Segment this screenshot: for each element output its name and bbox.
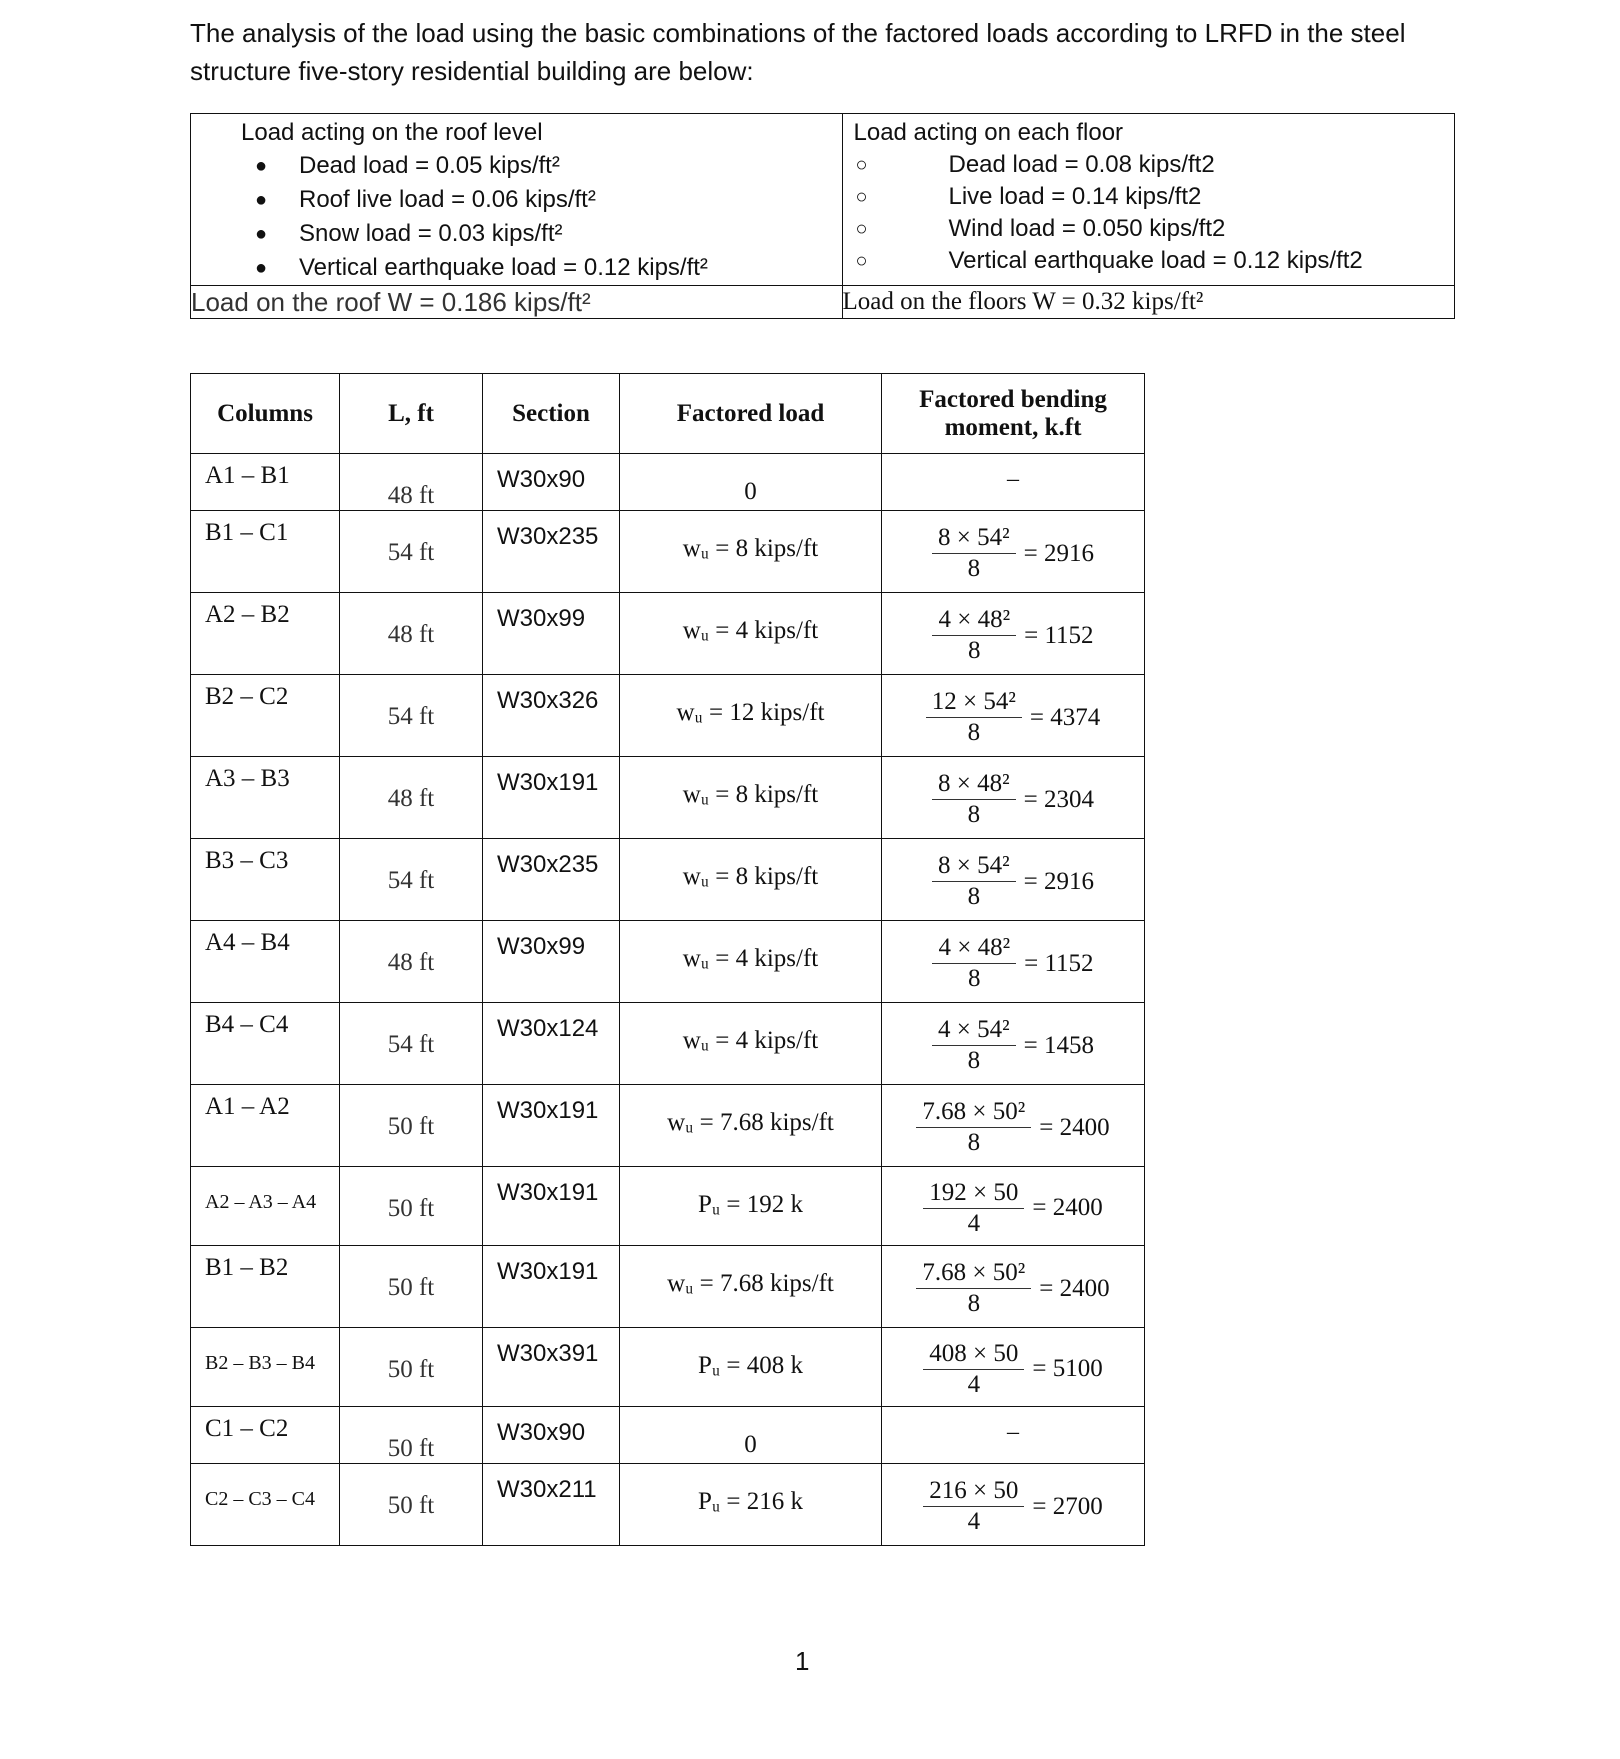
cell-length xyxy=(340,839,483,921)
cell-columns xyxy=(191,1167,340,1246)
factored-load-value: Pᵤ = 216 k xyxy=(698,1488,803,1515)
column-label: C2 – C3 – C4 xyxy=(205,1488,316,1510)
moment-result: = 5100 xyxy=(1032,1355,1103,1382)
fraction-numerator: 7.68 × 50² xyxy=(922,1259,1026,1286)
moment-expression xyxy=(882,1246,1144,1329)
fraction-denominator: 8 xyxy=(967,1047,981,1074)
moment-expression xyxy=(882,675,1144,758)
section-value: W30x211 xyxy=(497,1476,597,1503)
factored-load-value: wᵤ = 8 kips/ft xyxy=(682,781,819,808)
section-value: W30x90 xyxy=(497,466,586,493)
factored-load-value: Pᵤ = 192 k xyxy=(698,1191,803,1218)
bullet-icon: ● xyxy=(255,189,268,211)
cell-factored-moment xyxy=(882,1246,1145,1328)
moment-result: = 2304 xyxy=(1023,785,1094,813)
fraction xyxy=(932,851,1016,912)
factored-load-value: wᵤ = 4 kips/ft xyxy=(682,617,819,644)
cell-length xyxy=(340,1003,483,1085)
section-value: W30x326 xyxy=(497,687,599,714)
section-value: W30x235 xyxy=(497,523,599,550)
cell-section xyxy=(483,593,620,675)
fraction-denominator: 8 xyxy=(968,637,981,664)
cell-columns xyxy=(191,593,340,675)
column-label: B2 – C2 xyxy=(205,683,289,710)
cell-section xyxy=(483,1167,620,1246)
section-value: W30x235 xyxy=(497,851,599,878)
fraction xyxy=(932,1015,1016,1076)
length-value: 48 ft xyxy=(387,785,435,812)
page-number: 1 xyxy=(795,1646,810,1676)
cell-columns xyxy=(191,675,340,757)
length-value: 50 ft xyxy=(387,1492,435,1519)
cell-section xyxy=(483,921,620,1003)
fraction xyxy=(932,769,1016,830)
table-row xyxy=(191,1328,1145,1407)
moment-result: = 2700 xyxy=(1032,1492,1103,1520)
cell-factored-moment xyxy=(882,1328,1145,1407)
cell-columns xyxy=(191,921,340,1003)
cell-factored-moment xyxy=(882,593,1145,675)
length-value: 54 ft xyxy=(387,703,435,730)
length-value: 50 ft xyxy=(387,1274,435,1301)
cell-factored-moment xyxy=(882,1167,1145,1246)
cell-factored-moment xyxy=(882,1085,1145,1167)
floor-load-list xyxy=(843,149,1455,277)
length-value: 48 ft xyxy=(387,949,435,976)
section-value: W30x391 xyxy=(497,1340,599,1367)
list-item: ○ Dead load = 0.08 kips/ft2 xyxy=(843,149,1455,181)
cell-length xyxy=(340,675,483,757)
cell-factored-load xyxy=(620,593,882,675)
cell-length xyxy=(340,1246,483,1328)
fraction-denominator: 4 xyxy=(967,1508,981,1535)
fraction-numerator: 12 × 54² xyxy=(931,688,1016,715)
fraction xyxy=(923,1339,1024,1400)
cell-factored-moment xyxy=(882,675,1145,757)
moment-result: – xyxy=(1007,1419,1019,1445)
cell-factored-moment xyxy=(882,454,1145,511)
moment-expression xyxy=(882,1328,1144,1408)
cell-factored-load xyxy=(620,675,882,757)
fraction xyxy=(932,605,1016,666)
cell-section xyxy=(483,454,620,511)
cell-section xyxy=(483,1407,620,1464)
table-row xyxy=(191,921,1145,1003)
moment-result: – xyxy=(1007,466,1019,492)
roof-load-cell xyxy=(191,114,843,286)
cell-factored-moment xyxy=(882,1003,1145,1085)
fraction-numerator: 8 × 54² xyxy=(938,524,1010,551)
cell-length xyxy=(340,1328,483,1407)
roof-heading: Load acting on the roof level xyxy=(241,119,543,146)
factored-load-value: wᵤ = 4 kips/ft xyxy=(682,945,819,972)
load-table xyxy=(190,113,1455,319)
cell-section xyxy=(483,1003,620,1085)
moment-result: = 2400 xyxy=(1032,1194,1103,1221)
cell-length xyxy=(340,593,483,675)
header-length: L, ft xyxy=(340,374,483,454)
fraction-denominator: 8 xyxy=(967,719,981,746)
length-value: 50 ft xyxy=(387,1195,435,1222)
cell-section xyxy=(483,839,620,921)
list-item: ● Roof live load = 0.06 kips/ft² xyxy=(191,183,842,217)
moment-result: = 2400 xyxy=(1039,1113,1110,1141)
fraction-numerator: 8 × 54² xyxy=(938,852,1010,879)
cell-section xyxy=(483,1464,620,1546)
length-value: 54 ft xyxy=(387,867,435,894)
cell-columns xyxy=(191,511,340,593)
column-label: A1 – B1 xyxy=(205,462,290,489)
cell-factored-load xyxy=(620,839,882,921)
fraction xyxy=(932,523,1016,584)
cell-section xyxy=(483,1246,620,1328)
cell-factored-moment xyxy=(882,1464,1145,1546)
section-value: W30x191 xyxy=(497,1179,599,1206)
cell-length xyxy=(340,1407,483,1464)
bullet-icon: ● xyxy=(255,155,268,177)
cell-factored-moment xyxy=(882,511,1145,593)
list-item: ● Dead load = 0.05 kips/ft² xyxy=(191,149,842,183)
bullet-icon: ● xyxy=(255,257,268,279)
cell-length xyxy=(340,1085,483,1167)
header-factored-load: Factored load xyxy=(620,374,882,454)
length-value: 54 ft xyxy=(387,539,435,566)
fraction-numerator: 4 × 48² xyxy=(938,606,1011,633)
list-item: ○ Wind load = 0.050 kips/ft2 xyxy=(843,213,1455,245)
moment-result: = 1458 xyxy=(1023,1031,1094,1059)
length-value: 48 ft xyxy=(387,621,435,648)
table-row xyxy=(191,839,1145,921)
moment-expression xyxy=(882,1464,1144,1547)
column-label: B1 – B2 xyxy=(205,1254,289,1281)
cell-section xyxy=(483,1085,620,1167)
fraction-numerator: 216 × 50 xyxy=(929,1477,1019,1504)
column-label: A3 – B3 xyxy=(205,765,290,792)
moment-result: = 2916 xyxy=(1023,867,1094,895)
cell-factored-moment xyxy=(882,1407,1145,1464)
cell-length xyxy=(340,921,483,1003)
column-label: C1 – C2 xyxy=(205,1415,289,1442)
section-value: W30x191 xyxy=(497,769,599,796)
cell-factored-load xyxy=(620,757,882,839)
cell-length xyxy=(340,757,483,839)
cell-columns xyxy=(191,1464,340,1546)
moment-expression xyxy=(882,511,1144,594)
cell-section xyxy=(483,1328,620,1407)
fraction xyxy=(926,687,1022,748)
moment-result: = 2400 xyxy=(1039,1274,1110,1302)
fraction-numerator: 408 × 50 xyxy=(929,1339,1019,1367)
circle-bullet-icon: ○ xyxy=(855,154,868,176)
factored-load-value: 0 xyxy=(744,478,757,505)
fraction-denominator: 8 xyxy=(967,801,981,828)
floor-load-cell xyxy=(842,114,1455,286)
cell-factored-moment xyxy=(882,757,1145,839)
list-item: ○ Live load = 0.14 kips/ft2 xyxy=(843,181,1455,213)
factored-load-value: Pᵤ = 408 k xyxy=(698,1352,803,1379)
fraction-numerator: 8 × 48² xyxy=(938,770,1010,797)
length-value: 54 ft xyxy=(387,1031,435,1058)
header-section: Section xyxy=(483,374,620,454)
cell-factored-load xyxy=(620,1003,882,1085)
column-label: B2 – B3 – B4 xyxy=(205,1352,316,1374)
cell-factored-load xyxy=(620,1407,882,1464)
cell-section xyxy=(483,757,620,839)
fraction-numerator: 7.68 × 50² xyxy=(922,1098,1026,1125)
cell-factored-load xyxy=(620,1085,882,1167)
fraction xyxy=(932,933,1016,994)
factored-load-value: wᵤ = 7.68 kips/ft xyxy=(667,1270,834,1297)
table-row xyxy=(191,675,1145,757)
cell-factored-load xyxy=(620,1464,882,1546)
circle-bullet-icon: ○ xyxy=(855,186,868,208)
cell-columns xyxy=(191,1328,340,1407)
length-value: 50 ft xyxy=(387,1435,435,1462)
column-label: B1 – C1 xyxy=(205,519,289,546)
cell-columns xyxy=(191,1246,340,1328)
cell-section xyxy=(483,675,620,757)
table-row xyxy=(191,1167,1145,1246)
section-value: W30x191 xyxy=(497,1258,599,1285)
cell-section xyxy=(483,511,620,593)
column-label: A1 – A2 xyxy=(205,1093,290,1120)
length-value: 50 ft xyxy=(387,1113,435,1140)
table-row xyxy=(191,1464,1145,1546)
cell-length xyxy=(340,511,483,593)
table-row xyxy=(191,1003,1145,1085)
fraction-denominator: 8 xyxy=(968,965,981,992)
header-columns: Columns xyxy=(191,374,340,454)
table-row xyxy=(191,1085,1145,1167)
factored-load-value: wᵤ = 12 kips/ft xyxy=(676,699,825,726)
factored-load-value: wᵤ = 4 kips/ft xyxy=(682,1027,819,1054)
table-row xyxy=(191,511,1145,593)
table-row xyxy=(191,593,1145,675)
factored-load-value: 0 xyxy=(744,1431,757,1458)
length-value: 50 ft xyxy=(387,1356,435,1383)
moment-expression xyxy=(882,839,1144,922)
fraction-numerator: 4 × 48² xyxy=(938,934,1011,961)
fraction-denominator: 4 xyxy=(967,1209,981,1237)
list-item: ○ Vertical earthquake load = 0.12 kips/ft2 xyxy=(843,245,1455,277)
section-value: W30x191 xyxy=(497,1097,599,1124)
table-row xyxy=(191,1407,1145,1464)
section-value: W30x124 xyxy=(497,1015,599,1042)
table-row xyxy=(191,454,1145,511)
moment-expression xyxy=(882,921,1144,1004)
section-value: W30x99 xyxy=(497,605,586,632)
moment-expression xyxy=(882,1085,1144,1168)
fraction-denominator: 8 xyxy=(967,1290,981,1317)
factored-load-value: wᵤ = 7.68 kips/ft xyxy=(667,1109,834,1136)
list-item: ● Vertical earthquake load = 0.12 kips/ft² xyxy=(191,251,842,285)
roof-load-list xyxy=(191,149,842,285)
cell-factored-load xyxy=(620,1246,882,1328)
circle-bullet-icon: ○ xyxy=(855,218,868,240)
moment-expression xyxy=(882,1167,1144,1247)
table-row xyxy=(191,1246,1145,1328)
list-item: ● Snow load = 0.03 kips/ft² xyxy=(191,217,842,251)
cell-factored-moment xyxy=(882,921,1145,1003)
section-value: W30x90 xyxy=(497,1419,586,1446)
moment-expression xyxy=(882,593,1144,676)
section-value: W30x99 xyxy=(497,933,586,960)
beam-moment-table xyxy=(190,373,1145,1546)
cell-factored-moment xyxy=(882,839,1145,921)
cell-columns xyxy=(191,1407,340,1464)
fraction-numerator: 192 × 50 xyxy=(929,1178,1019,1206)
cell-factored-load xyxy=(620,1167,882,1246)
roof-total: Load on the roof W = 0.186 kips/ft² xyxy=(191,286,843,319)
moment-result: = 1152 xyxy=(1024,949,1094,977)
cell-length xyxy=(340,1464,483,1546)
cell-columns xyxy=(191,839,340,921)
cell-columns xyxy=(191,454,340,511)
cell-length xyxy=(340,1167,483,1246)
cell-factored-load xyxy=(620,1328,882,1407)
fraction-denominator: 8 xyxy=(967,1129,981,1156)
cell-columns xyxy=(191,1003,340,1085)
floor-heading: Load acting on each floor xyxy=(853,119,1124,146)
cell-factored-load xyxy=(620,511,882,593)
floor-total: Load on the floors W = 0.32 kips/ft² xyxy=(842,286,1455,319)
column-label: A4 – B4 xyxy=(205,929,290,956)
fraction-denominator: 8 xyxy=(967,883,981,910)
fraction xyxy=(923,1178,1024,1239)
header-factored-moment: Factored bending moment, k.ft xyxy=(882,374,1145,454)
intro-paragraph: The analysis of the load using the basic combinations of the factored loads according to LRFD in the steel structure five-story residential building are below: xyxy=(190,18,1406,86)
cell-columns xyxy=(191,757,340,839)
cell-length xyxy=(340,454,483,511)
fraction xyxy=(916,1258,1031,1319)
circle-bullet-icon: ○ xyxy=(855,250,868,272)
column-label: A2 – A3 – A4 xyxy=(205,1191,317,1213)
column-label: B3 – C3 xyxy=(205,847,289,874)
cell-columns xyxy=(191,1085,340,1167)
moment-result: = 4374 xyxy=(1029,703,1101,731)
moment-result: = 2916 xyxy=(1023,539,1094,567)
factored-load-value: wᵤ = 8 kips/ft xyxy=(682,535,819,562)
length-value: 48 ft xyxy=(387,482,435,509)
bullet-icon: ● xyxy=(255,223,268,245)
moment-expression xyxy=(882,1003,1144,1086)
moment-expression xyxy=(882,757,1144,840)
fraction-denominator: 8 xyxy=(967,555,981,582)
fraction xyxy=(923,1476,1024,1537)
fraction xyxy=(916,1097,1031,1158)
table-row xyxy=(191,757,1145,839)
cell-factored-load xyxy=(620,454,882,511)
moment-result: = 1152 xyxy=(1024,621,1094,649)
fraction-numerator: 4 × 54² xyxy=(938,1016,1010,1043)
cell-factored-load xyxy=(620,921,882,1003)
column-label: B4 – C4 xyxy=(205,1011,289,1038)
factored-load-value: wᵤ = 8 kips/ft xyxy=(682,863,819,890)
fraction-denominator: 4 xyxy=(967,1370,981,1398)
column-label: A2 – B2 xyxy=(205,601,290,628)
